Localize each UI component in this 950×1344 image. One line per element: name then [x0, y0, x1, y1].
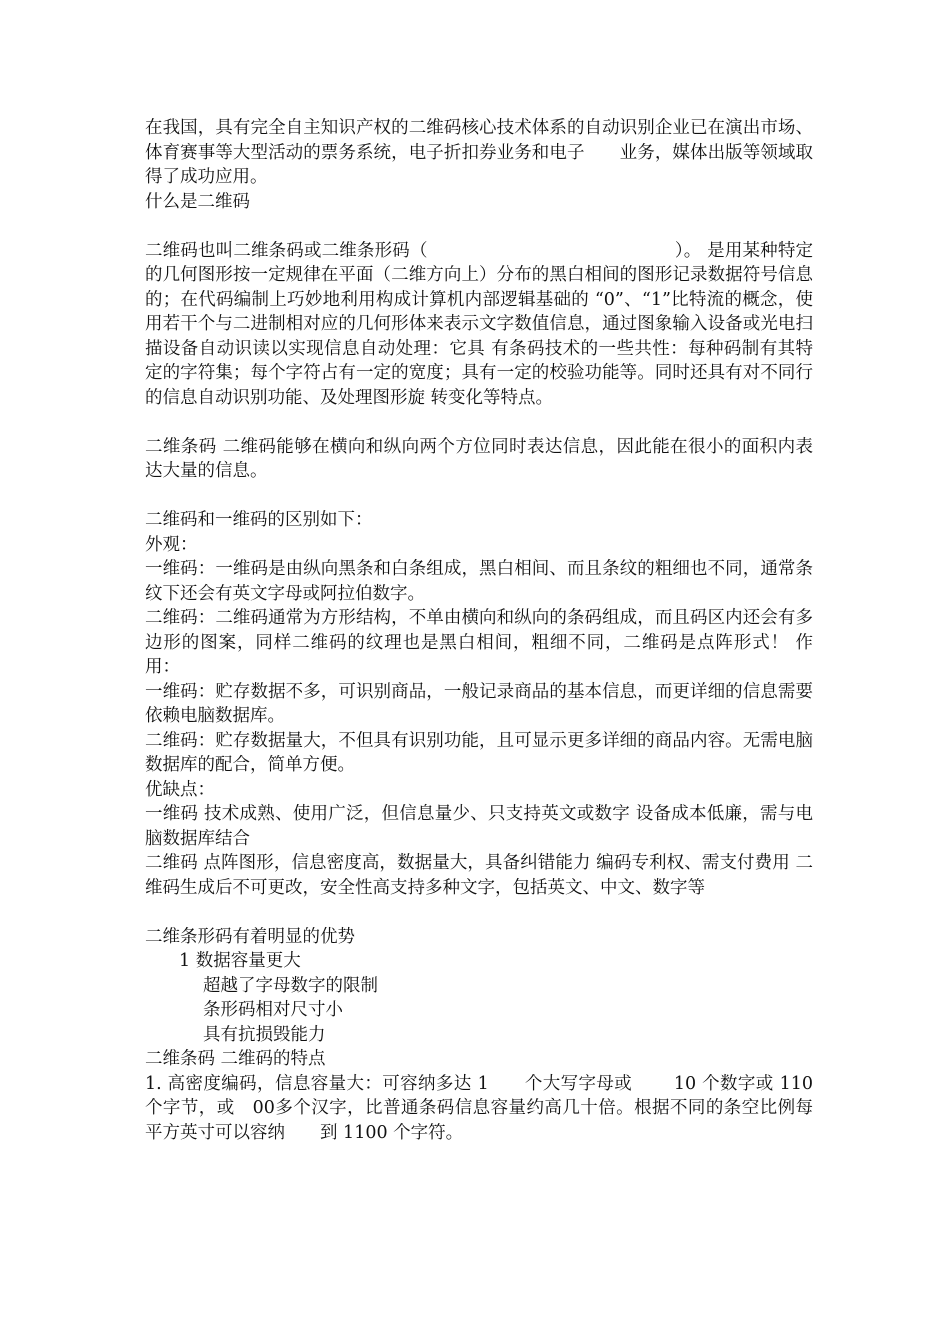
- definition-paragraph: 二维码也叫二维条码或二维条形码（ ）。 是用某种特定的几何图形按一定规律在平面（二维方向上）分布的黑白相间的图形记录数据符号信息的；在代码编制上巧妙地利用构成计算机内部逻辑基础的 “0”、“1”比特流的概念，使用若干个与二进制相对应的几何形体来表示文字数值信息，通过图象输入设备或光电扫描设备自动识读以实现信息自动处理：它具 有条码技术的一些共性：每种码制有其特定的字符集；每个字符占有一定的宽度；具有一定的校验功能等。同时还具有对不同行的信息自动识别功能、及处理图形旋 转变化等特点。: [145, 240, 813, 408]
- feature-1-paragraph: 1. 高密度编码，信息容量大：可容纳多达 1 个大写字母或 10 个数字或 110 个字节，或 00多个汉字，比普通条码信息容量约高几十倍。根据不同的条空比例每平方英寸可以容纳 到 1100 个字符。: [145, 1073, 813, 1143]
- advantage-sub-item: 超越了字母数字的限制: [203, 975, 378, 996]
- difference-heading: 二维码和一维码的区别如下：: [145, 510, 373, 530]
- function-2d: 二维码：贮存数据量大，不但具有识别功能，且可显示更多详细的商品内容。无需电脑数据库的配合，简单方便。: [145, 730, 813, 775]
- spacer: [145, 484, 813, 509]
- advantage-item-1: 1 数据容量更大: [179, 951, 301, 971]
- appearance-heading: 外观：: [145, 534, 198, 555]
- pros-cons-1d: 一维码 技术成熟、使用广泛，但信息量少、只支持英文或数字 设备成本低廉，需与电脑数据库结合: [145, 804, 813, 849]
- capacity-paragraph: 二维条码 二维码能够在横向和纵向两个方位同时表达信息，因此能在很小的面积内表达大量的信息。: [145, 436, 813, 481]
- intro-paragraph: 在我国，具有完全自主知识产权的二维码核心技术体系的自动识别企业已在演出市场、体育赛事等大型活动的票务系统，电子折扣券业务和电子 业务，媒体出版等领域取得了成功应用。: [145, 118, 813, 187]
- advantage-sub-item: 具有抗损毁能力: [203, 1024, 326, 1045]
- spacer: [145, 410, 813, 435]
- pros-cons-2d: 二维码 点阵图形，信息密度高，数据量大，具备纠错能力 编码专利权、需支付费用 二维码生成后不可更改，安全性高支持多种文字，包括英文、中文、数字等: [145, 853, 813, 898]
- spacer: [145, 214, 813, 239]
- appearance-1d: 一维码：一维码是由纵向黑条和白条组成，黑白相间、而且条纹的粗细也不同，通常条纹下还会有英文字母或阿拉伯数字。: [145, 559, 813, 604]
- advantage-sub-item: 条形码相对尺寸小: [203, 1000, 343, 1020]
- document-body: [145, 116, 813, 1145]
- pros-cons-heading: 优缺点：: [145, 779, 215, 800]
- features-heading: 二维条码 二维码的特点: [145, 1049, 326, 1069]
- advantages-heading: 二维条形码有着明显的优势: [145, 926, 355, 947]
- heading-what-is-qr: 什么是二维码: [145, 191, 250, 212]
- spacer: [145, 900, 813, 925]
- appearance-2d: 二维码：二维码通常为方形结构，不单由横向和纵向的条码组成，而且码区内还会有多边形的图案，同样二维码的纹理也是黑白相间，粗细不同，二维码是点阵形式！ 作用：: [145, 608, 813, 677]
- function-1d: 一维码：贮存数据不多，可识别商品，一般记录商品的基本信息，而更详细的信息需要依赖电脑数据库。: [145, 681, 813, 726]
